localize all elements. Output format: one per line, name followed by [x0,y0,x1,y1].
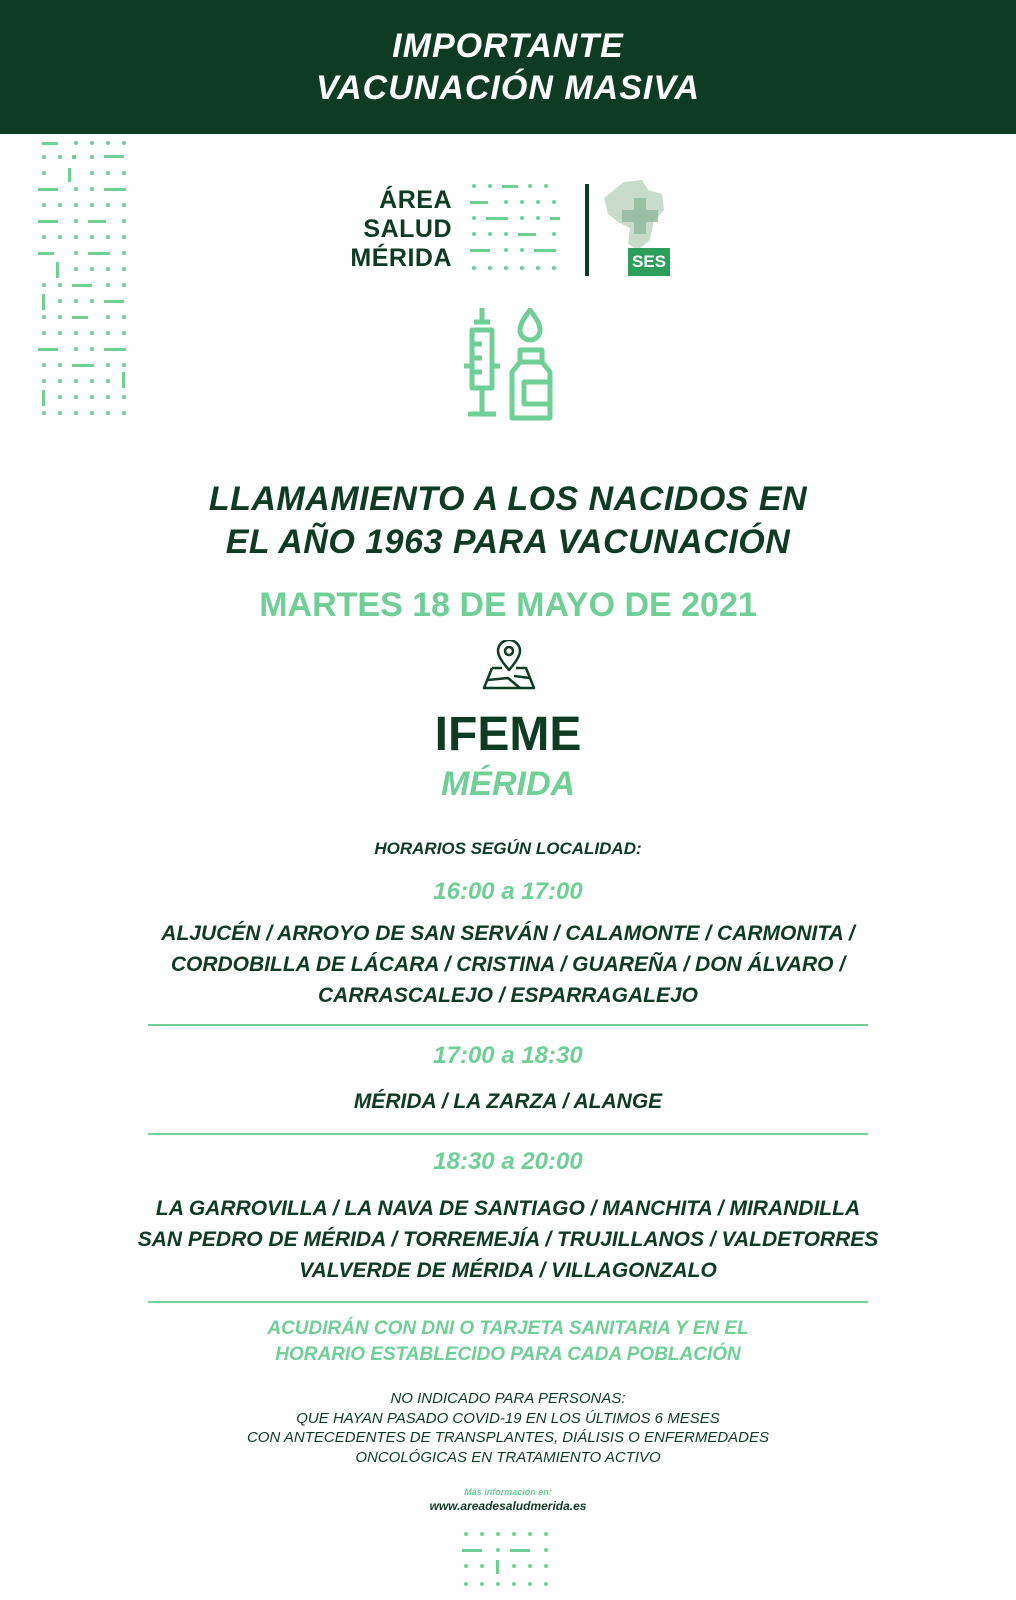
banner-subtitle: VACUNACIÓN MASIVA [315,69,701,107]
event-date: MARTES 18 DE MAYO DE 2021 [259,586,757,624]
vaccine-icon [462,308,564,432]
logo-separator [585,184,589,276]
slot-1-towns-line-3: CARRASCALEJO / ESPARRAGALEJO [318,984,698,1007]
dot-pattern-logo-decoration [470,182,562,276]
slot-2-time: 17:00 a 18:30 [433,1042,583,1069]
slot-1-time: 16:00 a 17:00 [433,878,583,905]
headline [120,478,896,564]
exclusions-line-4: ONCOLÓGICAS EN TRATAMIENTO ACTIVO [355,1448,661,1466]
dot-pattern-bottom-decoration [462,1530,558,1594]
ses-logo-text: SES [631,252,667,271]
slot-3-towns [120,1193,896,1286]
exclusions-line-2: QUE HAYAN PASADO COVID-19 EN LOS ÚLTIMOS 6 MESES [296,1409,720,1427]
slot-1-towns [120,918,896,1011]
slot-2-towns-line-1: MÉRIDA / LA ZARZA / ALANGE [353,1090,663,1113]
exclusions [120,1389,896,1467]
headline-line-2: EL AÑO 1963 PARA VACUNACIÓN [225,523,791,561]
divider-1 [148,1024,868,1026]
notice [120,1316,896,1368]
slot-3-towns-line-3: VALVERDE DE MÉRIDA / VILLAGONZALO [299,1259,717,1282]
logo-line-2: SALUD [363,215,452,243]
venue-city: MÉRIDA [440,765,576,803]
exclusions-line-3: CON ANTECEDENTES DE TRANSPLANTES, DIÁLISIS O ENFERMEDADES [246,1429,770,1446]
slot-3-towns-line-2: SAN PEDRO DE MÉRIDA / TORREMEJÍA / TRUJILLANOS / VALDETORRES [137,1228,879,1251]
slot-1-towns-line-1: ALJUCÉN / ARROYO DE SAN SERVÁN / CALAMONTE / CARMONITA / [161,922,855,945]
headline-line-1: LLAMAMIENTO A LOS NACIDOS EN [208,480,808,518]
divider-2 [148,1133,868,1135]
divider-3 [148,1301,868,1303]
more-info-label: Más información en: [464,1487,552,1497]
top-banner [0,0,1016,134]
notice-line-2: HORARIO ESTABLECIDO PARA CADA POBLACIÓN [275,1344,741,1365]
slot-3-time: 18:30 a 20:00 [433,1148,583,1175]
syringe-icon [464,308,500,414]
notice-line-1: ACUDIRÁN CON DNI O TARJETA SANITARIA Y EN EL [267,1318,749,1339]
map-pin-icon [480,640,538,692]
exclusions-line-1: NO INDICADO PARA PERSONAS: [390,1390,626,1407]
slot-1-towns-line-2: CORDOBILLA DE LÁCARA / CRISTINA / GUAREÑA / DON ÁLVARO / [170,953,846,976]
logo-line-1: ÁREA [379,186,452,214]
slot-2-towns [120,1086,896,1117]
area-salud-merida-logo [330,186,452,273]
more-info-link[interactable]: www.areadesaludmerida.es [429,1499,587,1513]
banner-title: IMPORTANTE [392,27,624,65]
dot-pattern-left-decoration [38,140,130,420]
vaccine-vial-icon [512,310,550,418]
hours-label: HORARIOS SEGÚN LOCALIDAD: [374,839,642,858]
logo-line-3: MÉRIDA [350,244,452,272]
venue-name: IFEME [434,708,582,761]
slot-3-towns-line-1: LA GARROVILLA / LA NAVA DE SANTIAGO / MANCHITA / MIRANDILLA [155,1197,861,1220]
